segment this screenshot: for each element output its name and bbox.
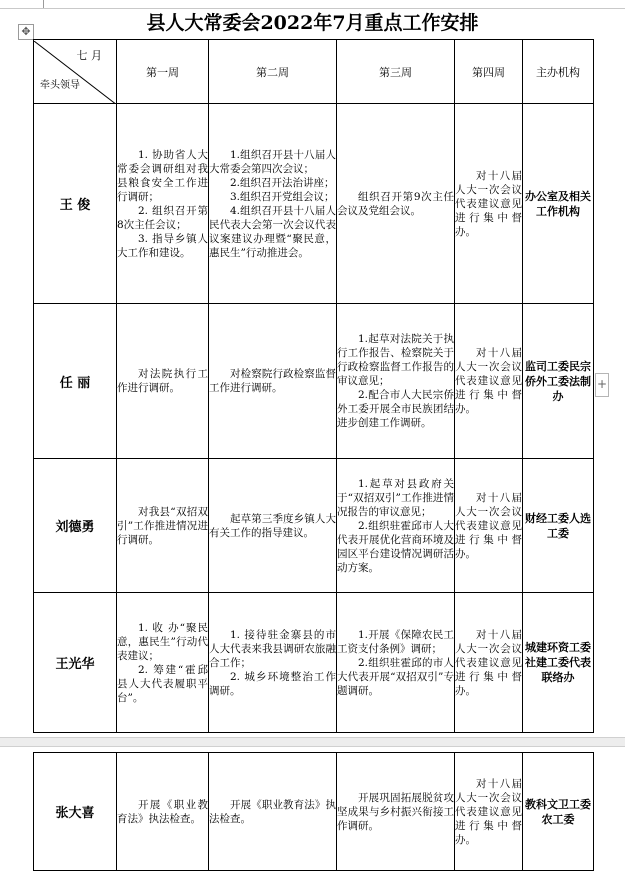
task-item: 2.组织驻霍邱市人大代表开展优化营商环境及园区平台建设情况调研活动方案。 bbox=[337, 519, 454, 574]
host-organization: 财经工委人选工委 bbox=[523, 459, 594, 593]
month-label: 七 月 bbox=[76, 48, 102, 62]
week2-header: 第二周 bbox=[209, 40, 337, 104]
table-row bbox=[34, 104, 594, 304]
week3-task bbox=[337, 104, 455, 304]
week3-task bbox=[337, 459, 455, 593]
task-item: 对检察院行政检察监督工作进行调研。 bbox=[209, 368, 336, 394]
task-item: 2.配合市人大民宗侨外工委开展全市民族团结进步创建工作调研。 bbox=[337, 389, 454, 429]
task-item: 2. 城乡环境整治工作调研。 bbox=[209, 670, 336, 697]
task-item: 对十八届人大一次会议代表建议意见进行集中督办。 bbox=[455, 777, 522, 846]
task-item: 1.起草对县政府关于“双招双引”工作推进情况报告的审议意见； bbox=[337, 477, 454, 518]
task-item: 2.组织驻霍邱的市人大代表开展“双招双引”专题调研。 bbox=[337, 656, 454, 697]
task-item: 1.开展《保障农民工工资支付条例》调研； bbox=[337, 628, 454, 655]
task-item: 2.组织召开法治讲座； bbox=[230, 176, 335, 189]
task-item: 对十八届人大一次会议代表建议意见进行集中督办。 bbox=[455, 491, 522, 560]
org-header: 主办机构 bbox=[523, 40, 594, 104]
week1-task bbox=[117, 304, 209, 459]
week2-task bbox=[209, 104, 337, 304]
table-row bbox=[34, 593, 594, 733]
week1-header: 第一周 bbox=[117, 40, 209, 104]
table-row bbox=[34, 459, 594, 593]
week3-task bbox=[337, 593, 455, 733]
week3-header: 第三周 bbox=[337, 40, 455, 104]
week3-task bbox=[337, 753, 455, 871]
leader-name: 任 丽 bbox=[34, 304, 117, 459]
task-item: 对十八届人大一次会议代表建议意见进行集中督办。 bbox=[455, 628, 522, 697]
week1-task bbox=[117, 593, 209, 733]
page-corner-mark bbox=[43, 0, 44, 8]
table-header-row bbox=[34, 40, 594, 104]
task-item: 1. 收 办“聚民意，惠民生”行动代表建议； bbox=[117, 621, 208, 662]
leader-name: 王 俊 bbox=[34, 104, 117, 304]
task-item: 4.组织召开县十八届人民代表大会第一次会议代表议案建议办理暨“聚民意，惠民生”行动推进会。 bbox=[209, 204, 336, 259]
schedule-table bbox=[33, 39, 594, 733]
task-item: 3. 指导乡镇人大工作和建设。 bbox=[117, 232, 208, 259]
task-item: 开展巩固拓展脱贫攻坚成果与乡村振兴衔接工作调研。 bbox=[337, 791, 454, 832]
week2-task bbox=[209, 593, 337, 733]
table-row bbox=[34, 304, 594, 459]
task-item: 对十八届人大一次会议代表建议意见进行集中督办。 bbox=[455, 347, 522, 415]
task-item: 1.组织召开县十八届人大常委会第四次会议； bbox=[209, 148, 336, 175]
diagonal-header-cell bbox=[34, 40, 117, 104]
week1-task bbox=[117, 459, 209, 593]
week4-task bbox=[455, 753, 523, 871]
week4-task bbox=[455, 304, 523, 459]
task-item: 1. 协助省人大常委会调研组对我县粮食安全工作进行调研； bbox=[117, 148, 208, 203]
task-item: 对我县“双招双引”工作推进情况进行调研。 bbox=[117, 505, 208, 546]
task-item: 对法院执行工作进行调研。 bbox=[117, 368, 208, 394]
leader-name: 王光华 bbox=[34, 593, 117, 733]
host-organization: 城建环资工委社建工委代表联络办 bbox=[523, 593, 594, 733]
leader-name: 张大喜 bbox=[34, 753, 117, 871]
host-organization: 办公室及相关工作机构 bbox=[523, 104, 594, 304]
task-item: 起草第三季度乡镇人大有关工作的指导建议。 bbox=[209, 512, 336, 539]
leader-col-label: 牵头领导 bbox=[40, 79, 80, 91]
task-item: 2. 筹建“霍邱县人大代表履职平台”。 bbox=[117, 663, 208, 704]
week2-task bbox=[209, 304, 337, 459]
host-organization: 监司工委民宗侨外工委法制办 bbox=[523, 304, 594, 459]
diagonal-line bbox=[34, 41, 116, 103]
task-item: 2. 组织召开第8次主任会议； bbox=[117, 204, 208, 231]
host-organization: 教科文卫工委农工委 bbox=[523, 753, 594, 871]
task-item: 组织召开第9次主任会议及党组会议。 bbox=[337, 190, 454, 217]
page-break-band bbox=[0, 737, 625, 747]
schedule-table-continued bbox=[33, 752, 594, 871]
task-item: 3.组织召开党组会议； bbox=[230, 190, 335, 203]
add-column-icon[interactable]: + bbox=[595, 373, 609, 397]
week1-task bbox=[117, 753, 209, 871]
page-title: 县人大常委会2022年7月重点工作安排 bbox=[146, 12, 479, 34]
task-item: 1. 接待驻金寨县的市人大代表来我县调研农旅融合工作； bbox=[209, 628, 336, 669]
week4-task bbox=[455, 104, 523, 304]
task-item: 1.起草对法院关于执行工作报告、检察院关于行政检察监督工作报告的审议意见； bbox=[337, 333, 454, 387]
week1-task bbox=[117, 104, 209, 304]
leader-name: 刘德勇 bbox=[34, 459, 117, 593]
table-move-handle-icon[interactable]: ✥ bbox=[18, 24, 34, 40]
week4-header: 第四周 bbox=[455, 40, 523, 104]
week2-task bbox=[209, 753, 337, 871]
week3-task bbox=[337, 304, 455, 459]
week4-task bbox=[455, 593, 523, 733]
table-row bbox=[34, 753, 594, 871]
task-item: 开展《职业教育法》执法检查。 bbox=[209, 798, 336, 825]
task-item: 开展《职业教育法》执法检查。 bbox=[117, 798, 208, 825]
task-item: 对十八届人大一次会议代表建议意见进行集中督办。 bbox=[455, 169, 522, 238]
week2-task bbox=[209, 459, 337, 593]
week4-task bbox=[455, 459, 523, 593]
